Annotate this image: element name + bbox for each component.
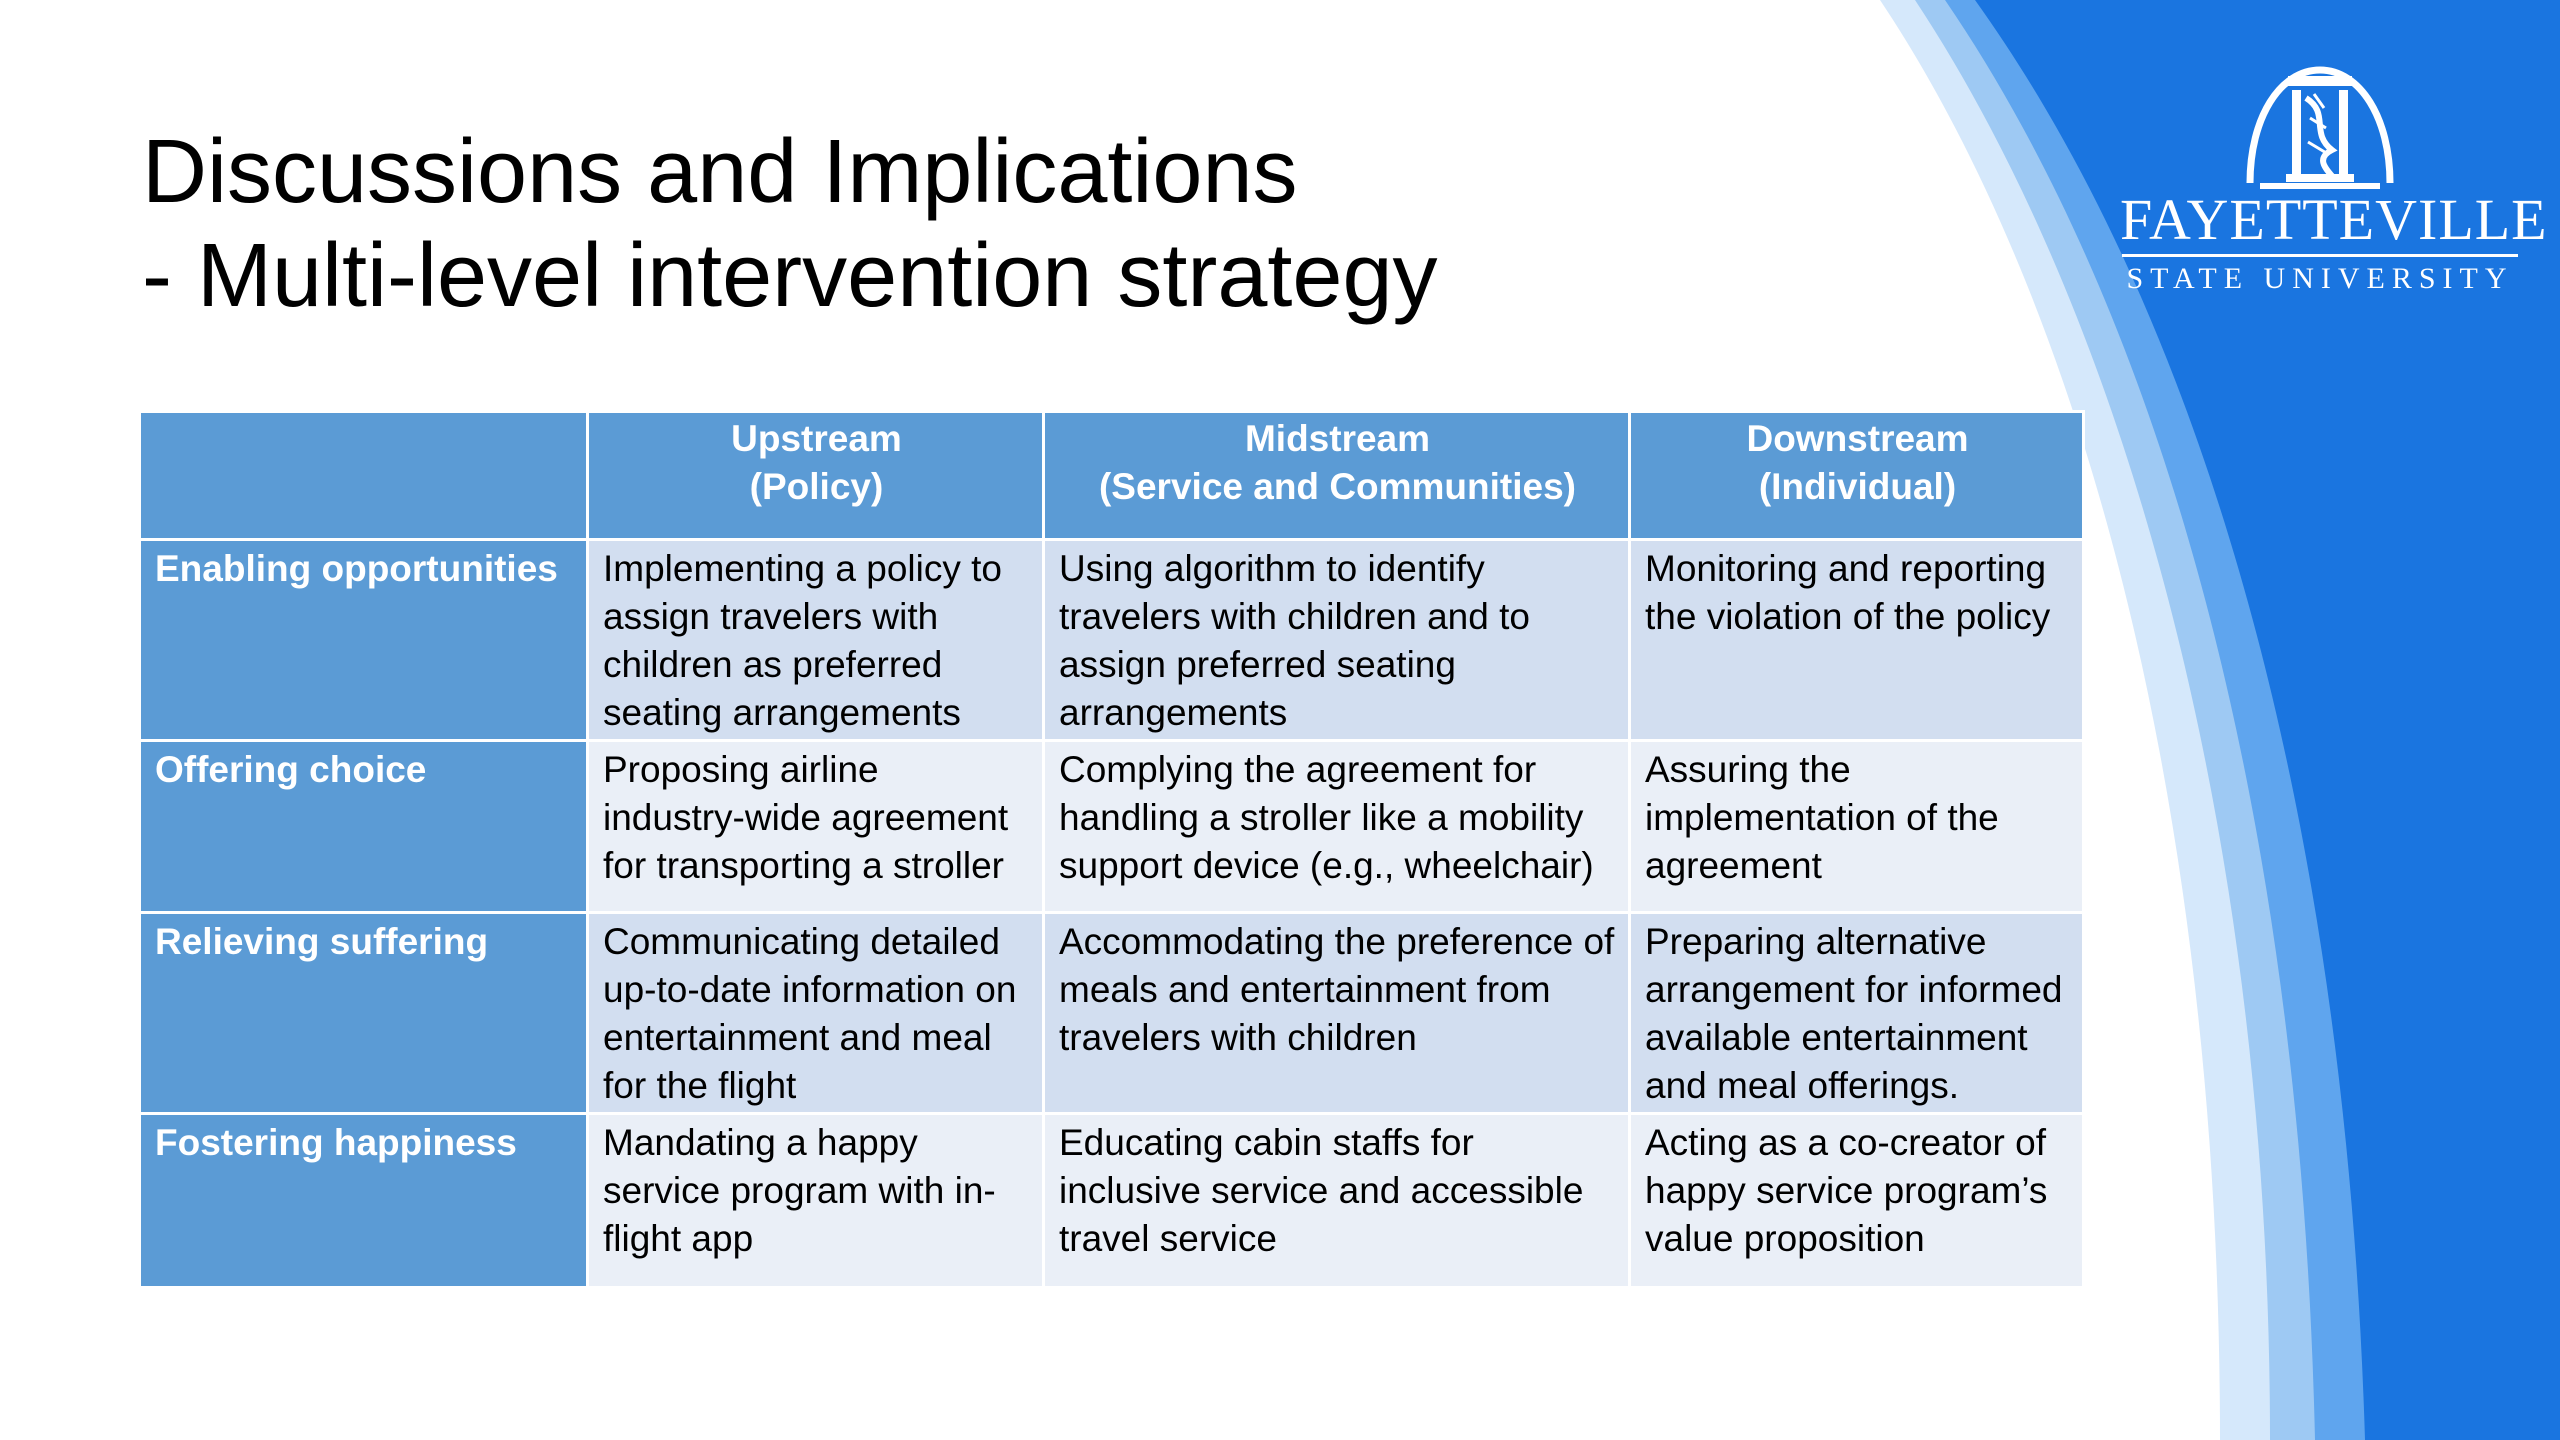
column-header-line2: (Service and Communities) [1098,466,1576,507]
row-header: Enabling opportunities [140,540,588,741]
table-cell: Educating cabin staffs for inclusive service and accessible travel service [1044,1114,1630,1288]
logo-wordmark-line1: FAYETTEVILLE [2120,187,2548,252]
header-corner-cell [140,412,588,540]
table-row [140,741,2084,913]
table-cell: Using algorithm to identify travelers with children and to assign preferred seating arrangements [1044,540,1630,741]
column-header-line1: Downstream [1746,418,1969,459]
table-header-row [140,412,2084,540]
column-header-line2: (Policy) [749,466,884,507]
table-cell: Accommodating the preference of meals and entertainment from travelers with children [1044,913,1630,1114]
table-cell: Communicating detailed up-to-date information on entertainment and meal for the flight [588,913,1044,1114]
table-cell: Complying the agreement for handling a stroller like a mobility support device (e.g., wheelchair) [1044,741,1630,913]
column-header-line1: Midstream [1244,418,1431,459]
table-cell: Preparing alternative arrangement for informed available entertainment and meal offerings. [1630,913,2084,1114]
slide-title-line2: - Multi-level intervention strategy [142,226,1438,326]
column-header-line2: (Individual) [1758,466,1957,507]
table-cell: Assuring the implementation of the agreement [1630,741,2084,913]
university-logo [2110,58,2548,298]
strategy-table-container [138,410,2082,1289]
column-header-midstream [1044,412,1630,540]
table-cell: Mandating a happy service program with in-flight app [588,1114,1044,1288]
table-row [140,540,2084,741]
table-cell: Implementing a policy to assign travelers with children as preferred seating arrangements [588,540,1044,741]
table-row [140,1114,2084,1288]
row-header: Fostering happiness [140,1114,588,1288]
row-header: Offering choice [140,741,588,913]
column-header-downstream [1630,412,2084,540]
strategy-table [138,410,2085,1289]
clock-tower-emblem-icon [2110,58,2530,198]
table-cell: Proposing airline industry-wide agreement for transporting a stroller [588,741,1044,913]
row-header: Relieving suffering [140,913,588,1114]
table-row [140,913,2084,1114]
column-header-upstream [588,412,1044,540]
logo-divider [2122,254,2518,257]
table-cell: Monitoring and reporting the violation of the policy [1630,540,2084,741]
slide-title [142,120,1438,328]
logo-wordmark-line2: STATE UNIVERSITY [2126,262,2514,295]
column-header-line1: Upstream [731,418,902,459]
slide-title-line1: Discussions and Implications [142,122,1298,222]
table-cell: Acting as a co-creator of happy service program’s value proposition [1630,1114,2084,1288]
